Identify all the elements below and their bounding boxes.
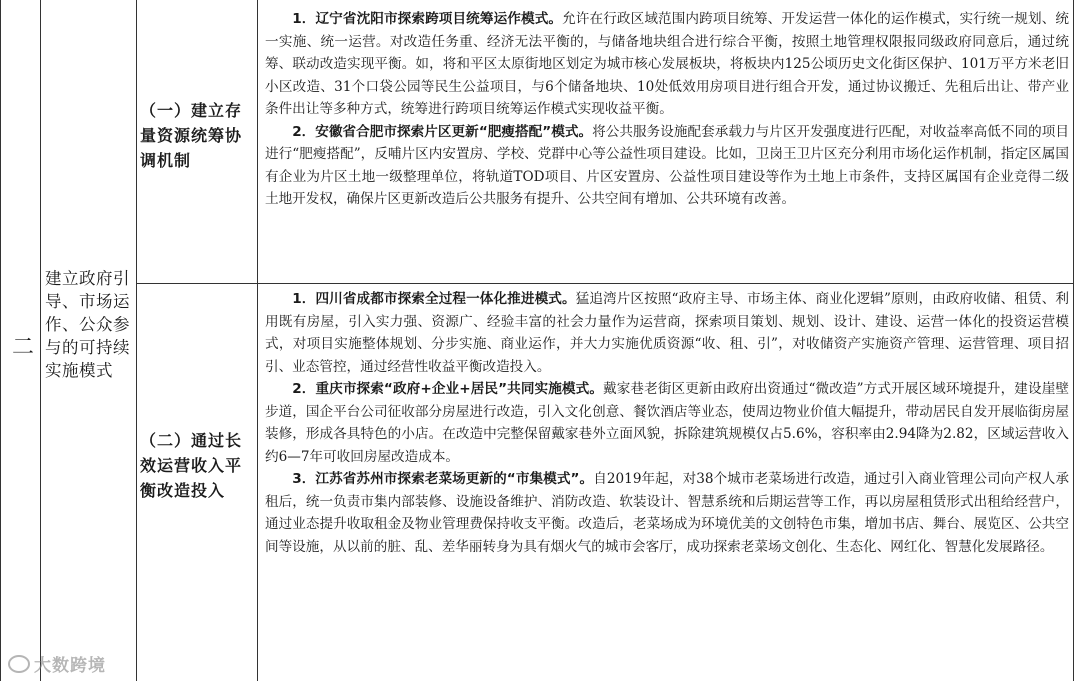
case-body: 猛追湾片区按照“政府主导、市场主体、商业化逻辑”原则，由政府收储、租赁、利用既有房屋，引入实力强、资源广、经验丰富的社会力量作为运营商，探索项目策划、规划、设计、建设、运营一体化的投资运营模式，对项目实施整体规划、分步实施、商业运作，并大力实施优质资源“收、租、引”，对收储资产实施资产管理、运营管理、项目招引、业态管控，通过经营性收益平衡改造投入。 <box>265 291 1069 375</box>
case-paragraph <box>257 288 1073 378</box>
subsection-content <box>257 8 1073 211</box>
case-body: 戴家巷老街区更新由政府出资通过“微改造”方式开展区域环境提升，建设崖壁步道，国企平台公司征收部分房屋进行改造，引入文化创意、餐饮酒店等业态，使周边物业价值大幅提升，带动居民自发开展临街房屋装修，形成各具特色的小店。在改造中完整保留戴家巷外立面风貌，拆除建筑规模仅占5.6%，容积率由2.94降为2.82，区域运营收入约6—7年可收回房屋改造成本。 <box>265 381 1069 465</box>
watermark-text: 大数跨境 <box>34 656 106 676</box>
case-heading: 1．四川省成都市探索全过程一体化推进模式。 <box>292 291 576 307</box>
case-heading: 2．安徽省合肥市探索片区更新“肥瘦搭配”模式。 <box>292 123 593 140</box>
table-border-right <box>1073 0 1074 681</box>
case-body: 允许在行政区域范围内跨项目统筹、开发运营一体化的运作模式，实行统一规划、统一实施、统一运营。对改造任务重、经济无法平衡的，与储备地块组合进行综合平衡，按照土地管理权限报同级政府同意后，通过统筹、联动改造实现平衡。如，将和平区太原街地区划定为城市核心发展板块，将板块内125公顷历史文化街区保护、101万平方米老旧小区改造、31个口袋公园等民生公益项目，与6个储备地块、10处低效用房项目进行组合开发，通过协议搬迁、先租后出让、带产业条件出让等多种方式，统筹进行跨项目统筹运作模式实现收益平衡。 <box>265 11 1069 117</box>
watermark-logo-icon <box>8 655 30 673</box>
subsection-content <box>257 288 1073 558</box>
case-heading: 2．重庆市探索“政府+企业+居民”共同实施模式。 <box>292 381 604 397</box>
case-paragraph <box>257 468 1073 558</box>
case-paragraph <box>257 121 1073 211</box>
case-body: 将公共服务设施配套承载力与片区开发强度进行匹配，对收益率高低不同的项目进行“肥瘦搭配”，反哺片区内安置房、学校、党群中心等公益性项目建设。比如，卫岗王卫片区充分利用市场化运作机制，指定区属国有企业为片区土地一级整理单位，将轨道TOD项目、片区安置房、公益性项目建设等作为土地上市条件，支持区属国有企业竞得二级土地开发权，确保片区更新改造后公共服务有提升、公共空间有增加、公共环境有改善。 <box>265 123 1070 207</box>
case-heading: 1．辽宁省沈阳市探索跨项目统筹运作模式。 <box>292 11 563 27</box>
subsection-title: （二）通过长效运营收入平衡改造投入 <box>140 431 243 500</box>
subsection-title-cell <box>136 283 257 681</box>
case-heading: 3．江苏省苏州市探索老菜场更新的“市集模式”。 <box>292 471 594 487</box>
row-divider <box>136 283 1073 284</box>
case-paragraph <box>257 378 1073 468</box>
row-number-cell <box>0 0 40 681</box>
section-title-cell <box>40 0 136 681</box>
row-number: 二 <box>12 335 35 360</box>
case-body: 自2019年起，对38个城市老菜场进行改造，通过引入商业管理公司向产权人承租后，统一负责市集内部装修、设施设备维护、消防改造、软装设计、智慧系统和后期运营等工作，再以房屋租赁形式出租给经营户，通过业态提升收取租金及物业管理费保持收支平衡。改造后，老菜场成为环境优美的文创特色市集，增加书店、舞台、展览区、公共空间等设施，从以前的脏、乱、差华丽转身为具有烟火气的城市会客厅，成功探索老菜场文创化、生态化、网红化、智慧化发展路径。 <box>265 471 1070 555</box>
watermark <box>8 651 106 676</box>
case-paragraph <box>257 8 1073 121</box>
subsection-title: （一）建立存量资源统筹协调机制 <box>140 101 243 170</box>
section-title: 建立政府引导、市场运作、公众参与的可持续实施模式 <box>45 269 130 380</box>
subsection-title-cell <box>136 0 257 283</box>
